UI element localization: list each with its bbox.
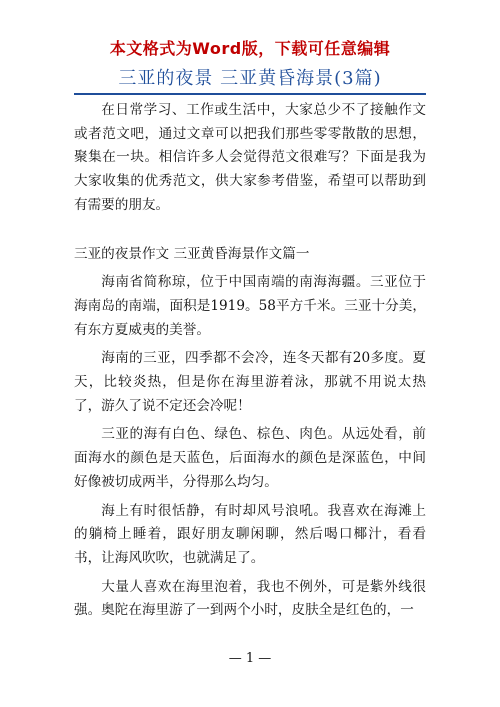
download-banner: 本文格式为Word版，下载可任意编辑	[109, 39, 391, 58]
intro-paragraph: 在日常学习、工作或生活中，大家总少不了接触作文或者范文吧，通过文章可以把我们那些零零散散的思想，聚集在一块。相信许多人会觉得范文很难写？下面是我为大家收集的优秀范文，供大家参考借鉴，希望可以帮助到有需要的朋友。	[74, 102, 426, 213]
body-paragraph: 海上有时很恬静，有时却风号浪吼。我喜欢在海滩上的躺椅上睡着，跟好朋友聊闲聊，然后喝口椰汁，看看书，让海风吹吹，也就满足了。	[74, 502, 426, 566]
document-title: 三亚的夜景 三亚黄昏海景(3篇)	[118, 68, 382, 89]
title-divider	[74, 93, 426, 95]
body-paragraph: 三亚的海有白色、绿色、棕色、肉色。从远处看，前面海水的颜色是天蓝色，后面海水的颜色是深蓝色，中间好像被切成两半，分得那么均匀。	[74, 426, 426, 490]
body-paragraph: 海南的三亚，四季都不会冷，连冬天都有20多度。夏天，比较炎热，但是你在海里游着泳，那就不用说太热了，游久了说不定还会冷呢！	[74, 350, 426, 414]
page-number: — 1 —	[228, 651, 272, 666]
body-paragraph: 海南省简称琼，位于中国南端的南海海疆。三亚位于海南岛的南端，面积是1919。58平方千米。三亚十分美，有东方夏威夷的美誉。	[74, 274, 426, 338]
body-paragraph: 大量人喜欢在海里泡着，我也不例外，可是紫外线很强。奥陀在海里游了一到两个小时，皮肤全是红色的，一	[74, 578, 426, 619]
section-heading: 三亚的夜景作文 三亚黄昏海景作文篇一	[74, 245, 310, 262]
document-body	[74, 99, 426, 628]
